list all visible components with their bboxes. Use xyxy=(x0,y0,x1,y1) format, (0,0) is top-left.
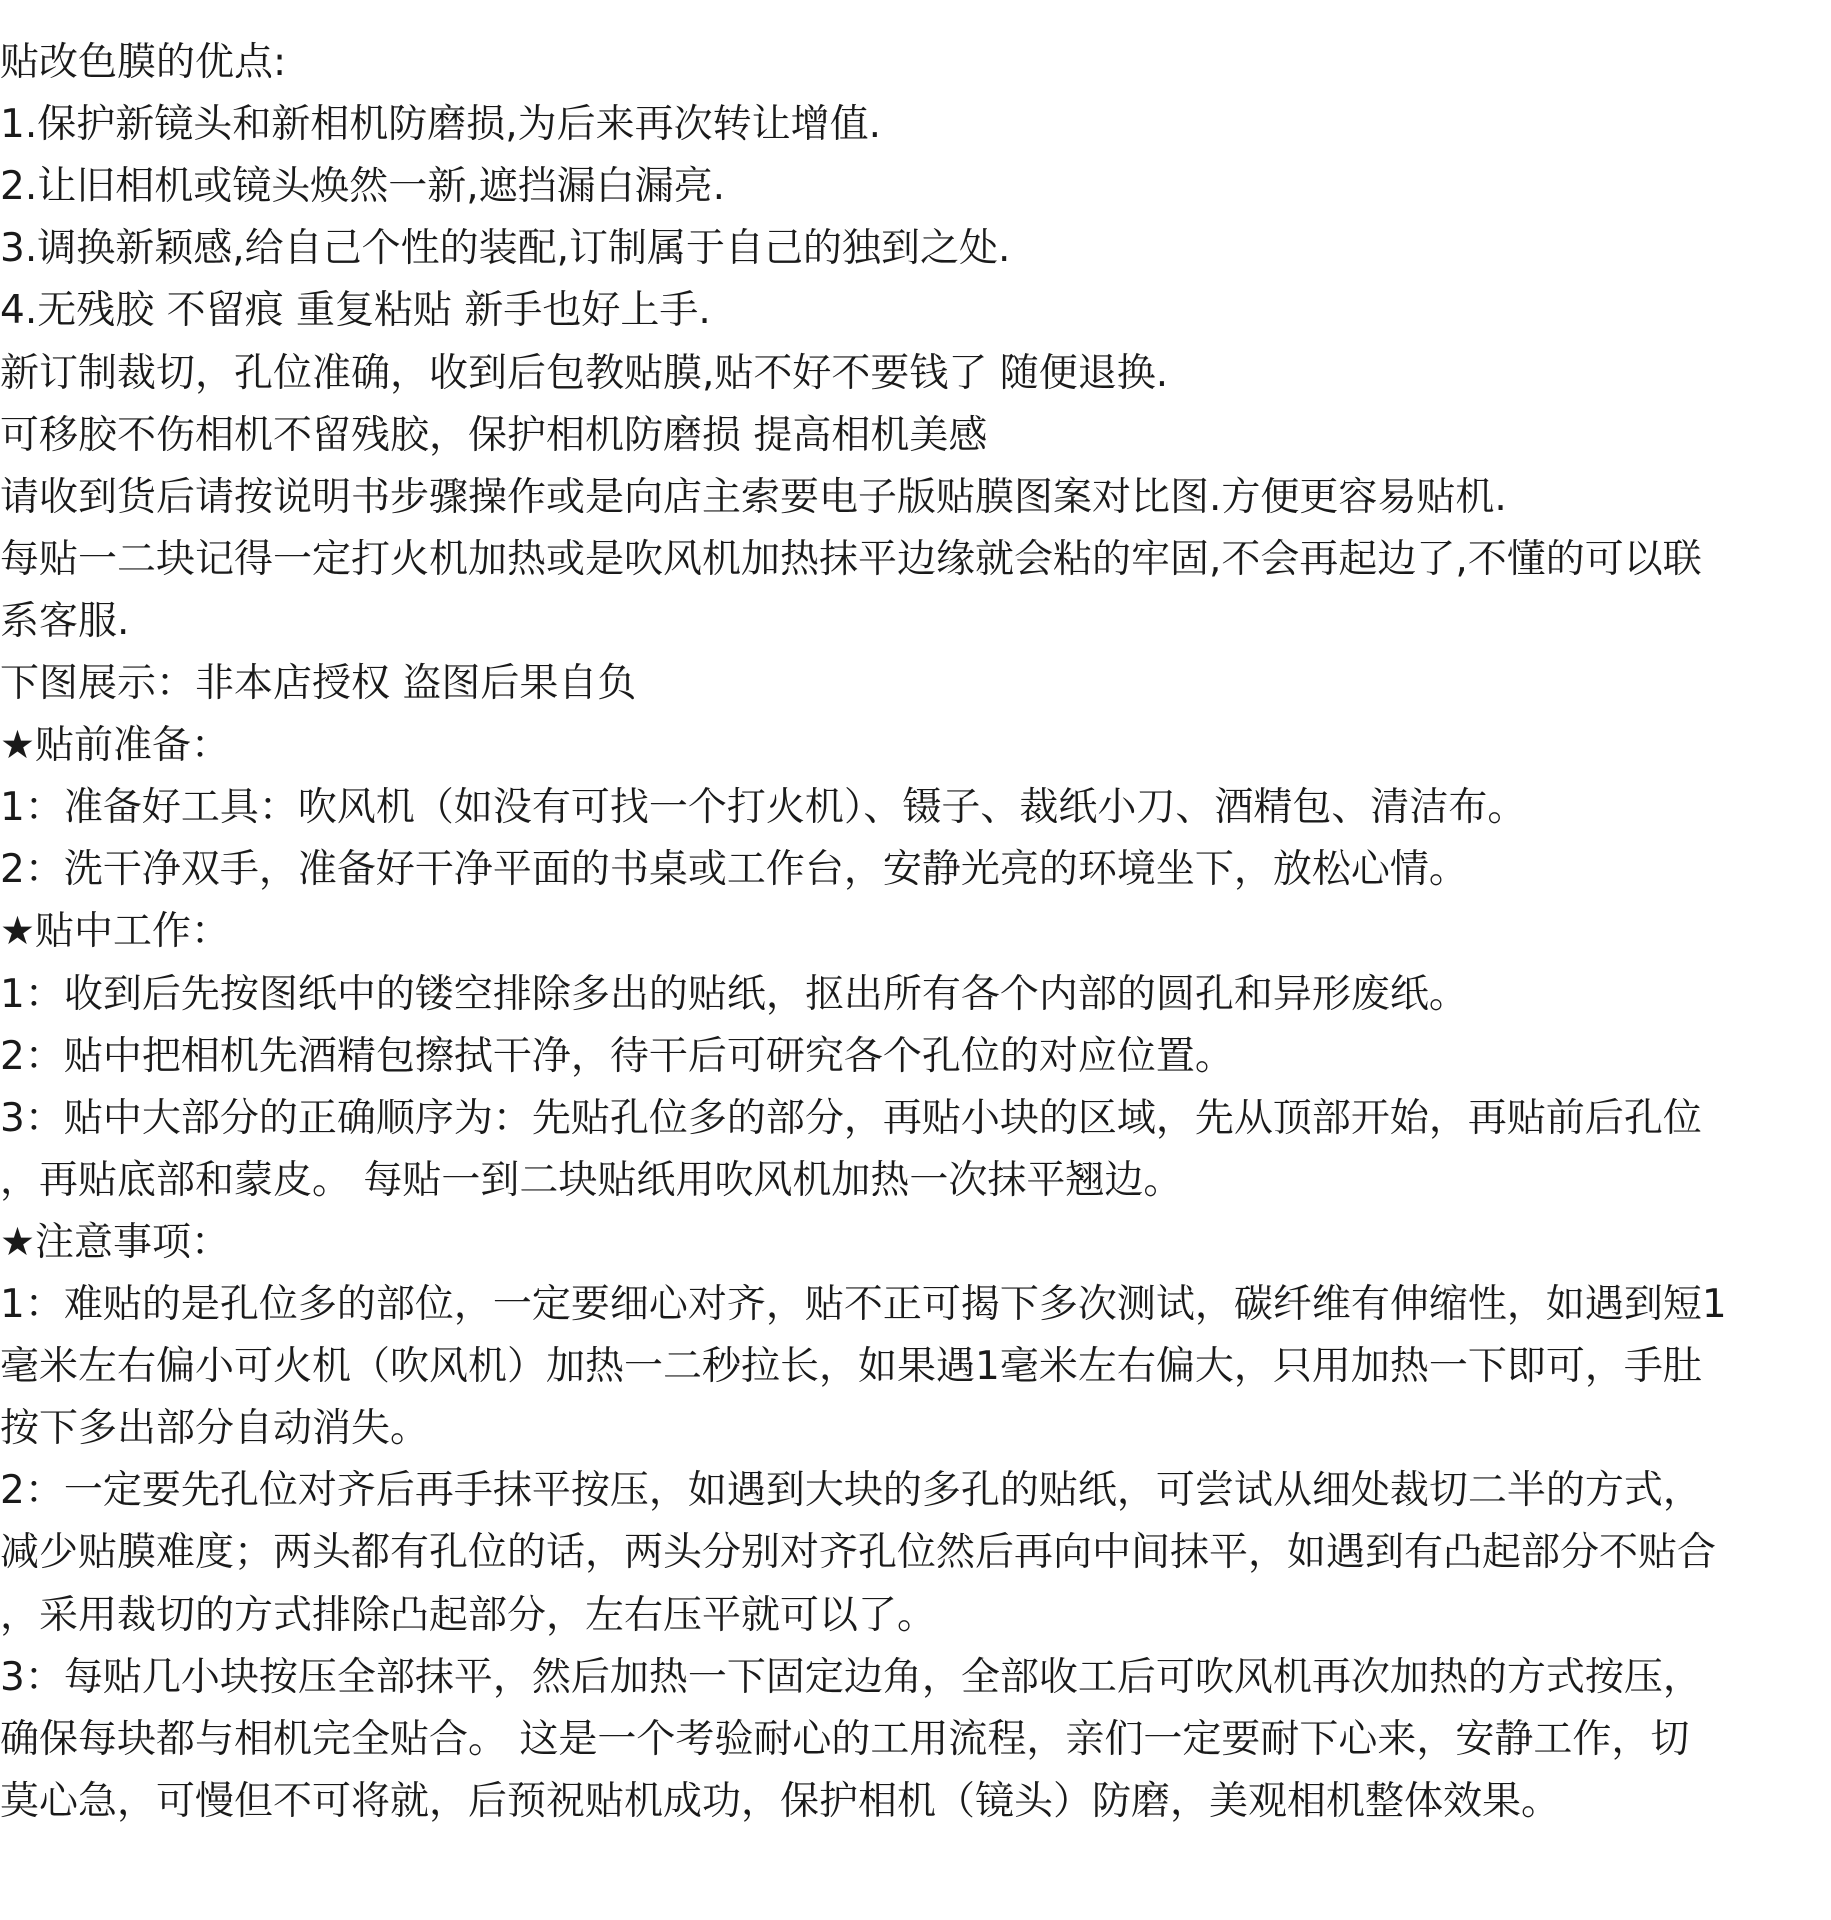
text-line: 4.无残胶 不留痕 重复粘贴 新手也好上手. xyxy=(0,288,711,334)
text-line: 2：贴中把相机先酒精包擦拭干净，待干后可研究各个孔位的对应位置。 xyxy=(0,1033,1234,1079)
text-line: 毫米左右偏小可火机（吹风机）加热一二秒拉长，如果遇1毫米左右偏大，只用加热一下即可，手肚 xyxy=(0,1344,1702,1390)
text-line: 3：每贴几小块按压全部抹平，然后加热一下固定边角，全部收工后可吹风机再次加热的方式按压， xyxy=(0,1654,1702,1700)
text-line: 2.让旧相机或镜头焕然一新,遮挡漏白漏亮. xyxy=(0,164,726,210)
text-line: ，采用裁切的方式排除凸起部分，左右压平就可以了。 xyxy=(0,1592,937,1638)
text-line: 下图展示：非本店授权 盗图后果自负 xyxy=(0,661,637,706)
text-line: 确保每块都与相机完全贴合。 这是一个考验耐心的工用流程，亲们一定要耐下心来，安静工作，切 xyxy=(0,1716,1690,1762)
text-line: 3.调换新颖感,给自己个性的装配,订制属于自己的独到之处. xyxy=(0,226,1011,272)
text-line: 1.保护新镜头和新相机防磨损,为后来再次转让增值. xyxy=(0,102,882,148)
text-line: ★贴中工作： xyxy=(0,909,230,955)
text-line: ★注意事项： xyxy=(0,1219,230,1265)
text-line: 贴改色膜的优点: xyxy=(0,40,287,85)
text-line: 1：准备好工具：吹风机（如没有可找一个打火机）、镊子、裁纸小刀、酒精包、清洁布。 xyxy=(0,785,1527,831)
text-line: ，再贴底部和蒙皮。 每贴一到二块贴纸用吹风机加热一次抹平翘边。 xyxy=(0,1157,1183,1203)
text-line: 2：洗干净双手，准备好干净平面的书桌或工作台，安静光亮的环境坐下，放松心情。 xyxy=(0,847,1468,893)
text-line: 1：难贴的是孔位多的部位，一定要细心对齐，贴不正可揭下多次测试，碳纤维有伸缩性，如遇到短1 xyxy=(0,1282,1727,1327)
text-line: 每贴一二块记得一定打火机加热或是吹风机加热抹平边缘就会粘的牢固,不会再起边了,不懂的可以联 xyxy=(0,536,1702,582)
text-line: 1：收到后先按图纸中的镂空排除多出的贴纸，抠出所有各个内部的圆孔和异形废纸。 xyxy=(0,971,1468,1017)
text-line: 莫心急，可慢但不可将就，后预祝贴机成功，保护相机（镜头）防磨，美观相机整体效果。 xyxy=(0,1778,1561,1824)
text-line: 按下多出部分自动消失。 xyxy=(0,1406,430,1452)
text-line: 减少贴膜难度；两头都有孔位的话，两头分别对齐孔位然后再向中间抹平，如遇到有凸起部分不贴合 xyxy=(0,1530,1717,1576)
text-line: 新订制裁切，孔位准确，收到后包教贴膜,贴不好不要钱了 随便退换. xyxy=(0,350,1169,396)
text-line: 2：一定要先孔位对齐后再手抹平按压，如遇到大块的多孔的贴纸，可尝试从细处裁切二半的方式， xyxy=(0,1468,1702,1514)
text-line: 请收到货后请按说明书步骤操作或是向店主索要电子版贴膜图案对比图.方便更容易贴机. xyxy=(0,474,1507,520)
text-line: 可移胶不伤相机不留残胶，保护相机防磨损 提高相机美感 xyxy=(0,412,988,458)
text-line: ★贴前准备： xyxy=(0,723,230,769)
text-line: 3：贴中大部分的正确顺序为：先贴孔位多的部分，再贴小块的区域，先从顶部开始，再贴前后孔位 xyxy=(0,1095,1702,1141)
text-line: 系客服. xyxy=(0,598,130,644)
